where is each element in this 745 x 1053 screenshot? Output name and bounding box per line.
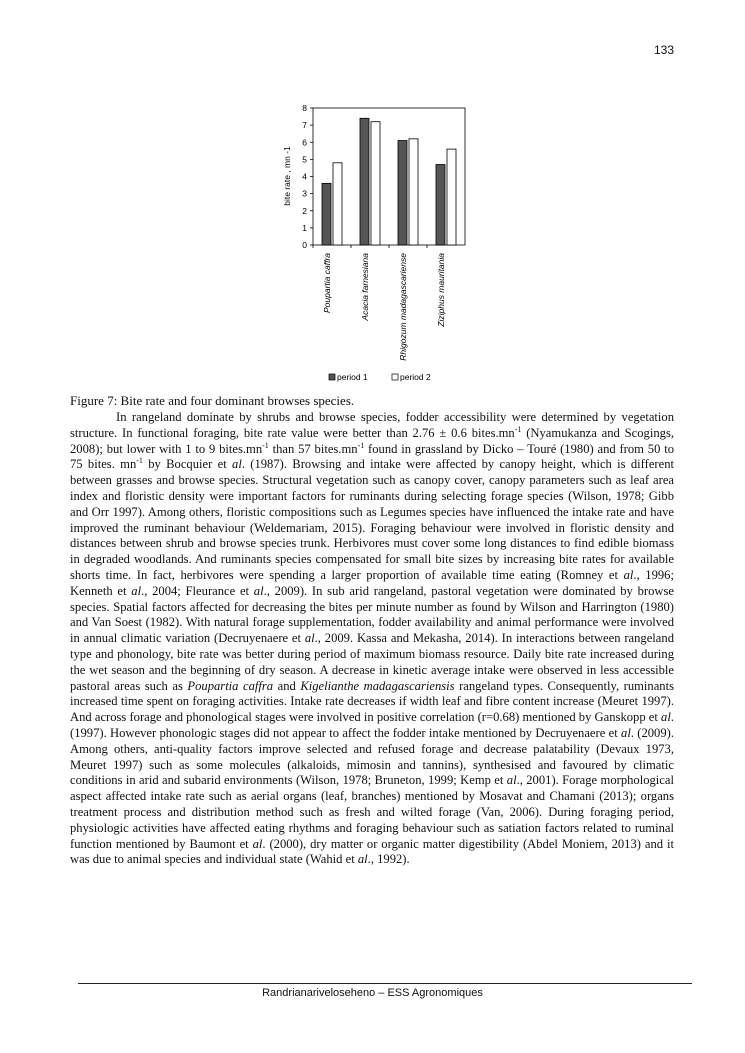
- italic-text: al: [131, 583, 142, 598]
- italic-text: al: [506, 773, 517, 788]
- italic-text: al: [252, 836, 263, 851]
- text-run: . (1987). Browsing and intake were affected by canopy height, which is different between grasses and browse species. Structural vegetation such as canopy cover, canopy parameters such as leaf area index and floristic density were important factors for ruminants during selecting forage species (Wilson, 1978; Gibb and Orr 1997). Among others, floristic compositions such as Legumes species have influenced the intake rate and have improved the ruminant behaviour (Weldemariam, 2015). Foraging behaviour were involved in floristic density and distances between shrub and browse species trunk. Herbivores must cover some long distances to find edible biomass in degraded woodlands. And ruminants species compensated for small bite sizes by increasing bite rates for available shorts time. In fact, herbivores were spending a larger proportion of available time eating (Romney et: [70, 457, 674, 582]
- bar-period-2: [447, 149, 456, 245]
- y-tick-label: 2: [302, 205, 307, 216]
- page-number: 133: [653, 43, 674, 57]
- text-run: ., 2009). In sub arid rangeland, pastoral vegetation were dominated by browse species. Spatial factors affected for decreasing the bites per minute number as found by Wilson and Harrington (1980) and Van Soest (1982). With natural forage supplementation, fodder availability and animal performance were involved in annual climatic variation (Decruyenaere et: [70, 583, 674, 646]
- text-run: . (1997). However phonologic stages did not appear to affect the fodder intake mentioned by Decruyenaere et: [70, 710, 674, 740]
- italic-text: al: [623, 567, 634, 582]
- x-category-label: Rhigozum madagascariense: [398, 253, 408, 361]
- y-tick-label: 4: [302, 171, 307, 182]
- text-run: ., 2001). Forage morphological aspect affected intake rate such as aerial organs (leaf, branches) mentioned by Mosavat and Chamani (2013); organs treatment process and distribution method such as fresh and wilted forage (Van, 2006). During foraging period, physiologic activities have affected eating rhythms and foraging behaviour such as satiation factors related to ruminal function mentioned by Baumont et: [70, 773, 674, 851]
- text-run: ., 1992).: [367, 852, 410, 867]
- bar-period-2: [409, 139, 418, 245]
- text-run: ., 2004; Fleurance et: [141, 583, 254, 598]
- y-tick-label: 5: [302, 154, 307, 165]
- y-tick-label: 0: [302, 240, 307, 250]
- figure-caption: Figure 7: Bite rate and four dominant browses species.: [70, 393, 355, 408]
- superscript-text: -1: [357, 440, 365, 450]
- y-tick-label: 3: [302, 188, 307, 199]
- italic-text: al: [357, 852, 368, 867]
- legend-swatch: [329, 374, 335, 380]
- text-run: by Bocquier et: [142, 457, 233, 472]
- text-run: rangeland types. Consequently, ruminants increased time spent on foraging activities. Intake rate decreases if width leaf and fibre content increase (Meuret 1997). And across forage and phonological stages were involved in positive correlation (r=0.68) mentioned by Ganskopp et: [70, 678, 675, 725]
- text-run: ., 1996; Kenneth et: [70, 567, 674, 598]
- bar-chart: [280, 98, 470, 393]
- text-run: (Nyamukanza and Scogings, 2008); but lower with 1 to 9 bites.mn: [70, 425, 674, 456]
- bar-period-1: [398, 141, 407, 245]
- text-run: . (2000), dry matter or organic matter digestibility (Abdel Moniem, 2013) and it was due to animal species and individual state (Wahid et: [70, 836, 674, 867]
- x-category-label: Poupartia caffra: [322, 253, 332, 314]
- x-category-label: Acacia farnesiana: [360, 253, 370, 321]
- bar-period-2: [333, 163, 342, 245]
- bar-period-1: [322, 183, 331, 245]
- bar-period-2: [371, 122, 380, 245]
- text-run: and: [273, 678, 301, 693]
- x-category-label: Ziziphus mauritania: [436, 253, 446, 327]
- legend-label: period 2: [400, 372, 431, 382]
- italic-text: Kigelianthe madagascariensis: [300, 678, 455, 693]
- italic-text: al: [304, 631, 315, 646]
- text-run: . (2009). Among others, anti-quality factors improve selected and refused forage and decrease palatability (Devaux 1973, Meuret 1997) such as some molecules (alkaloids, mimosin and tannins), synthesised and favoured by climatic conditions in arid and subarid environments (Wilson, 1978; Bruneton, 1999; Kemp et: [70, 725, 674, 788]
- superscript-text: -1: [514, 424, 522, 434]
- y-tick-label: 6: [302, 137, 307, 148]
- body-text: [70, 410, 674, 868]
- italic-text: al: [253, 583, 264, 598]
- footer-text: Randrianariveloseheno – ESS Agronomiques: [262, 987, 483, 999]
- text-run: found in grassland by Dicko – Touré (1980) and from 50 to 75 bites. mn: [70, 441, 674, 472]
- body-paragraph: [70, 410, 674, 868]
- bar-period-1: [360, 118, 369, 245]
- italic-text: al: [661, 710, 671, 725]
- text-run: ., 2009. Kassa and Mekasha, 2014). In interactions between rangeland type and phonology, bite rate was better during period of maximum biomass resource. Daily bite rate increased during the wet season and the beginning of dry season. A decrease in kinetic average intake were observed in less accessible pastoral areas such as: [70, 631, 674, 693]
- y-axis-label: bite rate , mn -1: [282, 146, 292, 206]
- superscript-text: -1: [136, 456, 143, 466]
- text-run: than 57 bites.mn: [268, 441, 358, 456]
- italic-text: Poupartia caffra: [187, 678, 274, 693]
- legend-label: period 1: [337, 372, 368, 382]
- superscript-text: -1: [262, 440, 269, 450]
- footer-divider: [78, 983, 692, 984]
- italic-text: al: [621, 725, 631, 740]
- y-tick-label: 1: [302, 222, 307, 233]
- legend-swatch: [392, 374, 398, 380]
- bar-period-1: [436, 165, 445, 245]
- italic-text: al: [232, 457, 242, 472]
- y-tick-label: 8: [302, 103, 307, 113]
- text-run: In rangeland dominate by shrubs and browse species, fodder accessibility were determined by vegetation structure. In functional foraging, bite rate value were better than 2.76 ± 0.6 bites.mn: [70, 410, 674, 440]
- y-tick-label: 7: [302, 120, 307, 131]
